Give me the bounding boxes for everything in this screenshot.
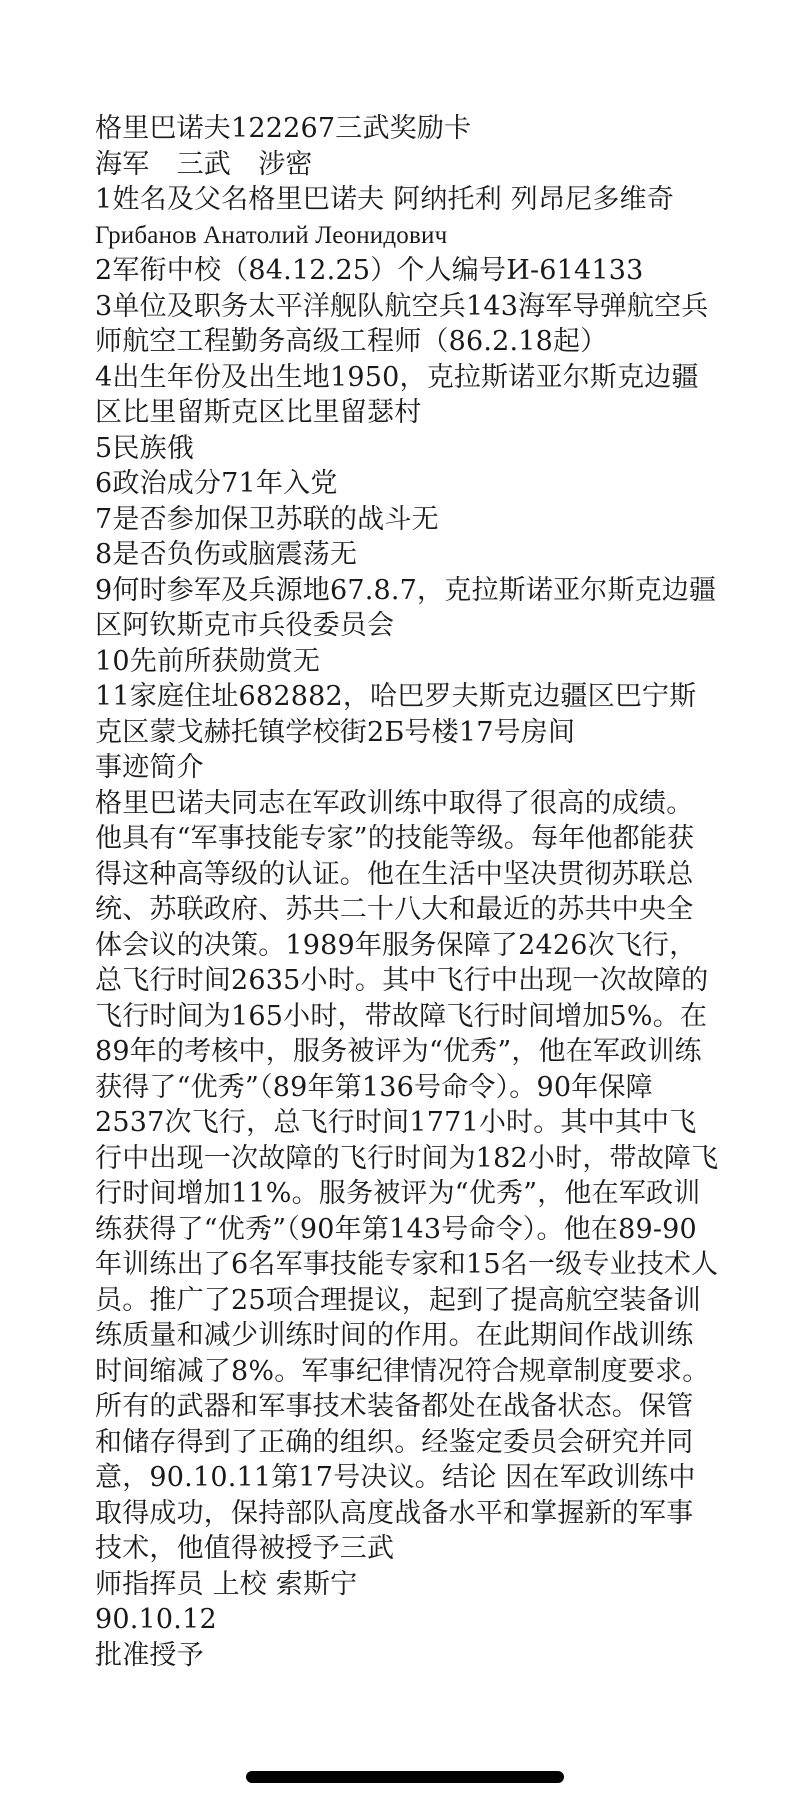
field-rank: 2军衔中校（84.12.25）个人编号И-614133: [95, 255, 644, 286]
field-name-russian: Грибанов Анатолий Леонидович: [95, 221, 448, 249]
field-unit-position: 3单位及职务太平洋舰队航空兵143海军导弹航空兵师航空工程勤务高级工程师（86.2.18起）: [95, 290, 709, 357]
section-heading-deeds: 事迹简介: [95, 752, 204, 783]
field-party: 6政治成分71年入党: [95, 468, 338, 499]
home-indicator[interactable]: [246, 1771, 564, 1783]
field-birth: 4出生年份及出生地1950，克拉斯诺亚尔斯克边疆区比里留斯克区比里留瑟村: [95, 361, 699, 428]
field-prior-awards: 10先前所获勋赏无: [95, 645, 321, 677]
field-name: 1姓名及父名格里巴诺夫 阿纳托利 列昂尼多维奇: [95, 184, 674, 215]
doc-classification: 海军 三武 涉密: [95, 148, 313, 180]
doc-title: 格里巴诺夫122267三武奖励卡: [95, 113, 472, 144]
document-body: [95, 111, 720, 1673]
field-ethnicity: 5民族俄: [95, 432, 194, 464]
field-address: 11家庭住址682882，哈巴罗夫斯克边疆区巴宁斯克区蒙戈赫托镇学校街2Б号楼17号房间: [95, 681, 697, 748]
field-combat: 7是否参加保卫苏联的战斗无: [95, 503, 439, 535]
approval-text: 批准授予: [95, 1639, 204, 1671]
signature-date: 90.10.12: [95, 1604, 217, 1635]
signature-commander: 师指挥员 上校 索斯宁: [95, 1568, 358, 1600]
field-wounds: 8是否负伤或脑震荡无: [95, 539, 358, 570]
deeds-paragraph: 格里巴诺夫同志在军政训练中取得了很高的成绩。他具有“军事技能专家”的技能等级。每年他都能获得这种高等级的认证。他在生活中坚决贯彻苏联总统、苏联政府、苏共二十八大和最近的苏共中央全体会议的决策。1989年服务保障了2426次飞行，总飞行时间2635小时。其中飞行中出现一次故障的飞行时间为165小时，带故障飞行时间增加5%。在89年的考核中，服务被评为“优秀”，他在军政训练获得了“优秀”（89年第136号命令）。90年保障2537次飞行，总飞行时间1771小时。其中其中飞行中出现一次故障的飞行时间为182小时，带故障飞行时间增加11%。服务被评为“优秀”，他在军政训练获得了“优秀”（90年第143号命令）。他在89-90年训练出了6名军事技能专家和15名一级专业技术人员。推广了25项合理提议，起到了提高航空装备训练质量和减少训练时间的作用。在此期间作战训练时间缩减了8%。军事纪律情况符合规章制度要求。所有的武器和军事技术装备都处在战备状态。保管和储存得到了正确的组织。经鉴定委员会研究并同意，90.10.11第17号决议。结论 因在军政训练中取得成功，保持部队高度战备水平和掌握新的军事技术，他值得被授予三武: [95, 787, 719, 1564]
field-enlistment: 9何时参军及兵源地67.8.7，克拉斯诺亚尔斯克边疆区阿钦斯克市兵役委员会: [95, 574, 717, 641]
